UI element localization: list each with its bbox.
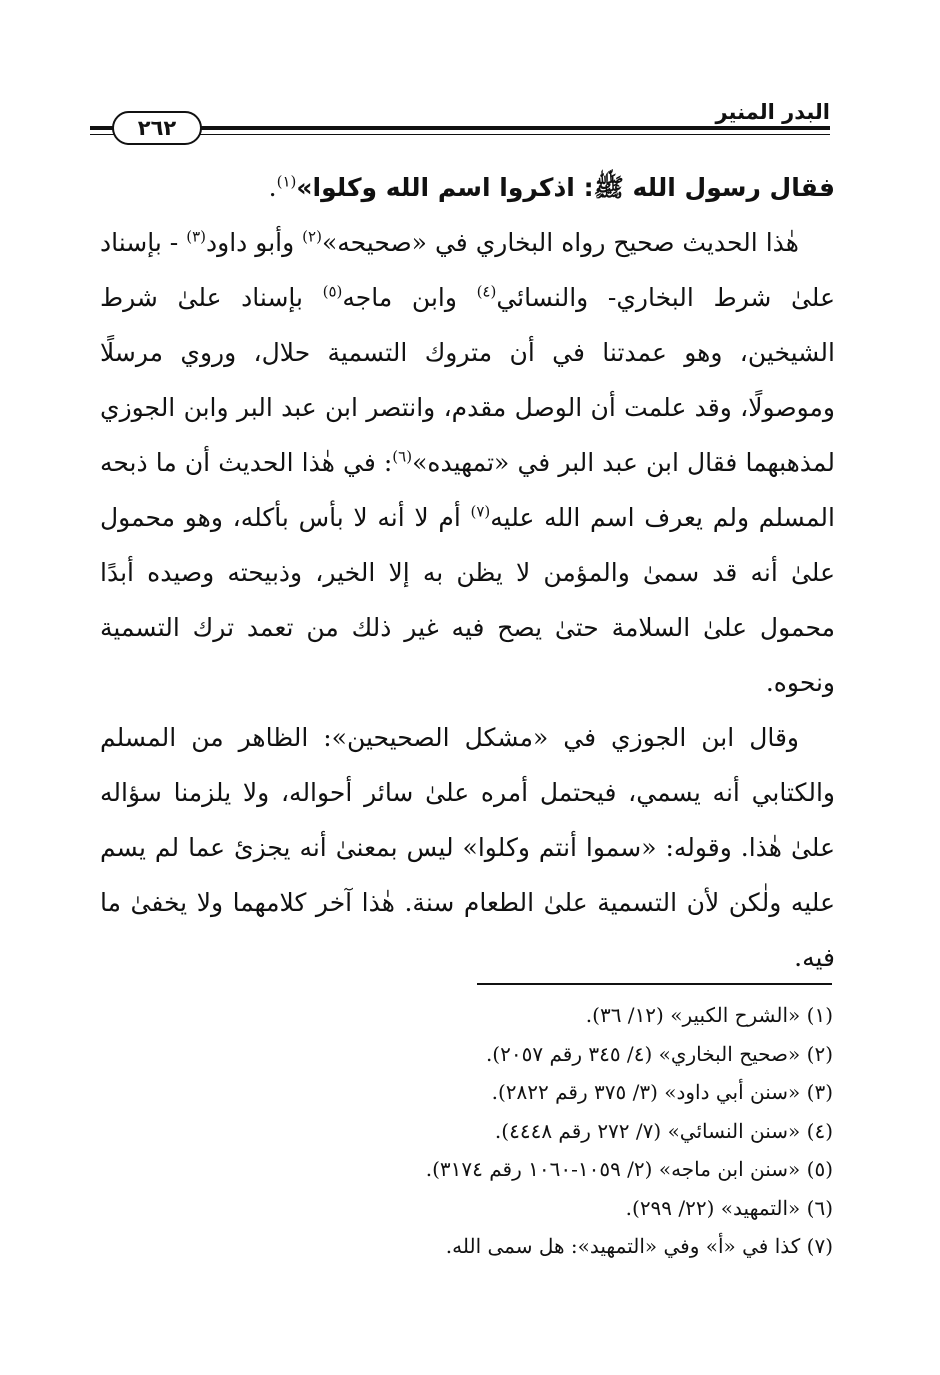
p2-part-a: هٰذا الحديث صحيح رواه البخاري في «صحيحه»: [321, 228, 799, 257]
main-text: [100, 160, 835, 985]
paragraph-1: [100, 160, 835, 215]
footnote-6: (٦) «التمهيد» (٢٢/ ٢٩٩).: [625, 1195, 833, 1220]
p2-part-f: : في هٰذا الحديث أن ما ذبحه المسلم ولم يعرف اسم الله عليه: [100, 448, 835, 532]
footnote-ref-4: (٤): [476, 282, 497, 301]
p2-part-g: أم لا أنه لا بأس بأكله، وهو محمول علىٰ أنه قد سمىٰ والمؤمن لا يظن به إلا الخير، وذبيحته وصيده أبدًا محمول علىٰ السلامة حتىٰ يصح فيه غير ذلك من تعمد ترك التسمية ونحوه.: [100, 503, 835, 697]
lead-end: .: [268, 173, 277, 202]
footnote-ref-1: (١): [276, 172, 297, 191]
footnote-1: (١) «الشرح الكبير» (١٢/ ٣٦).: [585, 1003, 833, 1027]
footnote-separator: [477, 983, 832, 985]
hadith-quote: فقال رسول الله ﷺ: اذكروا اسم الله وكلوا»: [296, 173, 835, 202]
footnote-2: (٢) «صحيح البخاري» (٤/ ٣٤٥ رقم ٢٠٥٧).: [485, 1041, 833, 1066]
footnote-ref-5: (٥): [322, 282, 343, 301]
header-rule-thin: [90, 134, 830, 135]
p2-part-b: وأبو داود: [206, 228, 303, 257]
page-header: [90, 92, 830, 152]
footnote-5: (٥) «سنن ابن ماجه» (٢/ ١٠٥٩-١٠٦٠ رقم ٣١٧٤).: [425, 1157, 833, 1181]
footnote-4: (٤) «سنن النسائي» (٧/ ٢٧٢ رقم ٤٤٤٨).: [494, 1118, 833, 1143]
page-number: ٢٦٢: [112, 111, 202, 145]
footnote-7: (٧) كذا في «أ» وفي «التمهيد»: هل سمى الله.: [445, 1234, 833, 1258]
footnote-3: (٣) «سنن أبي داود» (٣/ ٣٧٥ رقم ٢٨٢٢).: [491, 1080, 833, 1104]
footnote-ref-2: (٢): [302, 227, 322, 246]
footnote-ref-6: (٦): [392, 447, 413, 466]
p2-part-d: وابن ماجه: [342, 283, 477, 312]
footnote-ref-3: (٣): [186, 227, 207, 246]
paragraph-2: [100, 215, 835, 710]
p2-part-c: - بإسناد علىٰ شرط البخاري- والنسائي: [100, 228, 835, 312]
running-title: البدر المنير: [715, 100, 830, 124]
p2-part-e: بإسناد علىٰ شرط الشيخين، وهو عمدتنا في أن متروك التسمية حلال، وروي مرسلًا وموصولًا، وقد علمت أن الوصل مقدم، وانتصر ابن عبد البر وابن الجوزي لمذهبهما فقال ابن عبد البر في «تمهيده»: [100, 283, 835, 477]
footnote-ref-7: (٧): [470, 502, 491, 521]
paragraph-3: وقال ابن الجوزي في «مشكل الصحيحين»: الظاهر من المسلم والكتابي أنه يسمي، فيحتمل أمره علىٰ سائر أحواله، ولا يلزمنا سؤاله علىٰ هٰذا. وقوله: «سموا أنتم وكلوا» ليس بمعنىٰ أنه يجزئ عما لم يسم عليه ولٰكن لأن التسمية علىٰ الطعام سنة. هٰذا آخر كلامهما ولا يخفىٰ ما فيه.: [100, 723, 835, 972]
footnotes: [193, 996, 833, 1266]
